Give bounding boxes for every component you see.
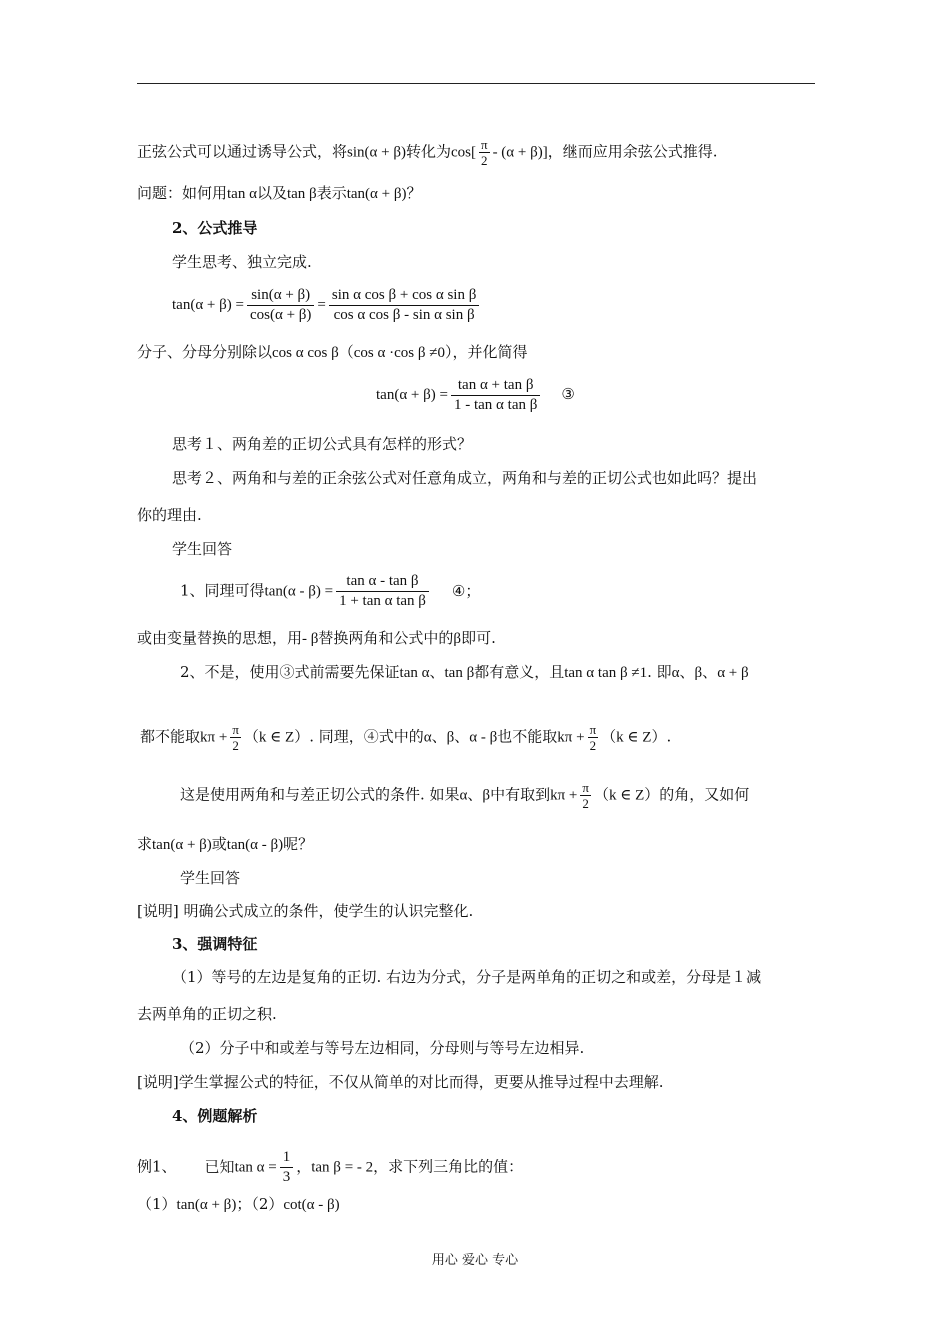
para-line [180, 780, 749, 811]
text: . 即 [647, 663, 672, 681]
text: 中有取到 [490, 785, 551, 804]
example-1-parts [137, 1194, 340, 1215]
para-line [137, 834, 313, 855]
math: - β [302, 631, 319, 647]
math: tan(α + β) [346, 186, 407, 202]
text: 呢？ [283, 835, 314, 853]
denominator: 2 [232, 738, 239, 753]
denominator: 1 - tan α tan β [453, 397, 538, 413]
header-rule [137, 83, 815, 84]
example-1 [137, 1148, 523, 1187]
math: tan α [227, 186, 257, 202]
section-heading-4: 4、例题解析 [172, 1107, 258, 1125]
math: k ∈ Z [608, 787, 645, 804]
formula-tan-diff [180, 572, 480, 611]
numerator: tan α + tan β [451, 376, 540, 396]
math: sin(α + β) [347, 144, 406, 161]
para-line [180, 662, 749, 683]
math: β [482, 787, 491, 804]
page-footer: 用心 爱心 专心 [431, 1253, 519, 1268]
text: 已知 [204, 1157, 235, 1176]
text: ；（2） [236, 1195, 284, 1213]
text: 转化为 [405, 142, 451, 161]
text: 、 [454, 727, 470, 746]
numerator: tan α - tan β [336, 572, 429, 592]
fraction [329, 286, 479, 325]
numerator: π [232, 722, 239, 737]
math: tan α = [234, 1159, 277, 1176]
math: cos α cos β [272, 345, 339, 361]
text: 都有意义，且 [474, 663, 565, 681]
text: 或 [211, 835, 227, 853]
math: tan β [286, 186, 317, 202]
text: 正弦公式可以通过诱导公式，将 [137, 142, 348, 161]
question-line [137, 183, 421, 204]
text: ，继而应用余弦公式推得. [547, 142, 718, 161]
text: 、 [679, 663, 695, 681]
para-line [137, 342, 528, 363]
math: - (α + β)] [492, 144, 548, 161]
para-line-1 [137, 137, 718, 168]
text: 也不能取 [497, 727, 558, 746]
math: tan α tan β ≠1 [564, 665, 648, 681]
math: α - β [469, 729, 498, 746]
math: k ∈ Z [616, 729, 652, 746]
numerator: sin(α + β) [247, 286, 314, 306]
math: cos[ [450, 144, 476, 161]
math: tan(α - β) [226, 837, 284, 853]
think-question-2-cont: 你的理由. [137, 506, 202, 524]
fraction [247, 286, 314, 325]
student-answer-label: 学生回答 [172, 540, 233, 558]
text: 替换两角和公式中的 [318, 629, 454, 647]
text: （1） [137, 1195, 177, 1213]
fraction [580, 780, 591, 811]
math: α [671, 665, 680, 681]
text: 表示 [316, 184, 347, 202]
text: ）. [651, 727, 672, 746]
fraction [451, 376, 540, 415]
math: tan β [444, 665, 475, 681]
text: 2、不是，使用③式前需要先保证 [180, 663, 400, 681]
formula-derivation [172, 286, 482, 325]
student-answer-label: 学生回答 [180, 869, 241, 887]
text: 分子、分母分别除以 [137, 343, 273, 361]
feature-1: （1）等号的左边是复角的正切. 右边为分式，分子是两单角的正切之和或差，分母是１减 [172, 968, 762, 986]
denominator: cos(α + β) [249, 307, 312, 323]
math: tan(α - β) = [264, 583, 334, 600]
feature-1-cont: 去两单角的正切之积. [137, 1005, 277, 1023]
denominator: 2 [589, 738, 597, 753]
text: 例1、 [137, 1157, 177, 1176]
math: α [459, 787, 468, 804]
text: （ [243, 727, 259, 746]
equation-tag: ③ [561, 386, 575, 403]
numerator: π [480, 137, 488, 152]
text: （ [593, 785, 609, 804]
denominator: cos α cos β - sin α sin β [333, 307, 475, 323]
text: 问题：如何用 [137, 184, 228, 202]
denominator: 2 [481, 153, 488, 168]
paragraph: 学生思考、独立完成. [172, 253, 312, 271]
math: tan β = - 2 [311, 1159, 374, 1176]
denominator: 3 [282, 1169, 291, 1185]
numerator: π [582, 780, 589, 795]
numerator: 1 [280, 1148, 294, 1168]
text: （ [338, 343, 354, 361]
text: 1、同理可得 [180, 581, 265, 600]
text: 、 [467, 785, 483, 804]
math: kπ + [557, 729, 585, 746]
text: 、 [702, 663, 718, 681]
fraction [588, 722, 599, 753]
math: α [423, 729, 432, 746]
para-line [137, 628, 496, 649]
numerator: sin α cos β + cos α sin β [329, 286, 479, 306]
text: ？ [406, 184, 422, 202]
math: tan(α + β) [152, 837, 212, 853]
text: ），并化简得 [444, 343, 528, 361]
feature-2: （2）分子中和或差与等号左边相同，分母则与等号左边相异. [180, 1039, 585, 1057]
numerator: π [589, 722, 597, 737]
text: 求 [137, 835, 153, 853]
section-heading-2: 2、公式推导 [172, 219, 258, 237]
text: ， [296, 1157, 312, 1176]
para-line [140, 722, 671, 753]
think-question-2: 思考２、两角和与差的正余弦公式对任意角成立，两角和与差的正切公式也如此吗？提出 [172, 469, 758, 487]
text: ，求下列三角比的值： [373, 1157, 524, 1176]
denominator: 1 + tan α tan β [339, 593, 426, 609]
text: ）. 同理，④式中的 [294, 727, 424, 746]
text: 、 [429, 663, 445, 681]
section-heading-3: 3、强调特征 [172, 935, 258, 953]
fraction [230, 722, 241, 753]
text: （ [601, 727, 617, 746]
math: α + β [717, 665, 749, 681]
math: k ∈ Z [258, 729, 295, 746]
note-1: [说明] 明确公式成立的条件，使学生的认识完整化. [137, 902, 474, 920]
fraction [479, 137, 490, 168]
note-2: [说明]学生掌握公式的特征，不仅从简单的对比而得，更要从推导过程中去理解. [137, 1073, 664, 1091]
fraction [336, 572, 429, 611]
text: 即可. [461, 629, 496, 647]
denominator: 2 [582, 796, 589, 811]
text: 或由变量替换的思想，用 [137, 629, 303, 647]
math: kπ + [200, 729, 228, 746]
text: 、 [431, 727, 447, 746]
math: β [694, 665, 703, 681]
math: tan(α + β) [176, 1197, 237, 1213]
math: cot(α - β) [283, 1197, 340, 1213]
think-question-1: 思考１、两角差的正切公式具有怎样的形式？ [172, 435, 473, 453]
math: cos α ·cos β ≠0 [353, 345, 445, 361]
math: tan(α + β) = [172, 296, 244, 313]
formula-tan-sum [376, 376, 575, 415]
equation-tag: ④； [451, 581, 481, 600]
text: 这是使用两角和与差正切公式的条件. 如果 [180, 785, 460, 804]
text: 以及 [256, 184, 287, 202]
text: ）的角，又如何 [644, 785, 750, 804]
text: 都不能取 [140, 727, 201, 746]
fraction [280, 1148, 294, 1187]
math: kπ + [550, 787, 578, 804]
math: β [446, 729, 455, 746]
math: tan α [399, 665, 430, 681]
math: = [317, 296, 326, 313]
math: β [453, 631, 462, 647]
math: tan(α + β) = [376, 386, 448, 403]
